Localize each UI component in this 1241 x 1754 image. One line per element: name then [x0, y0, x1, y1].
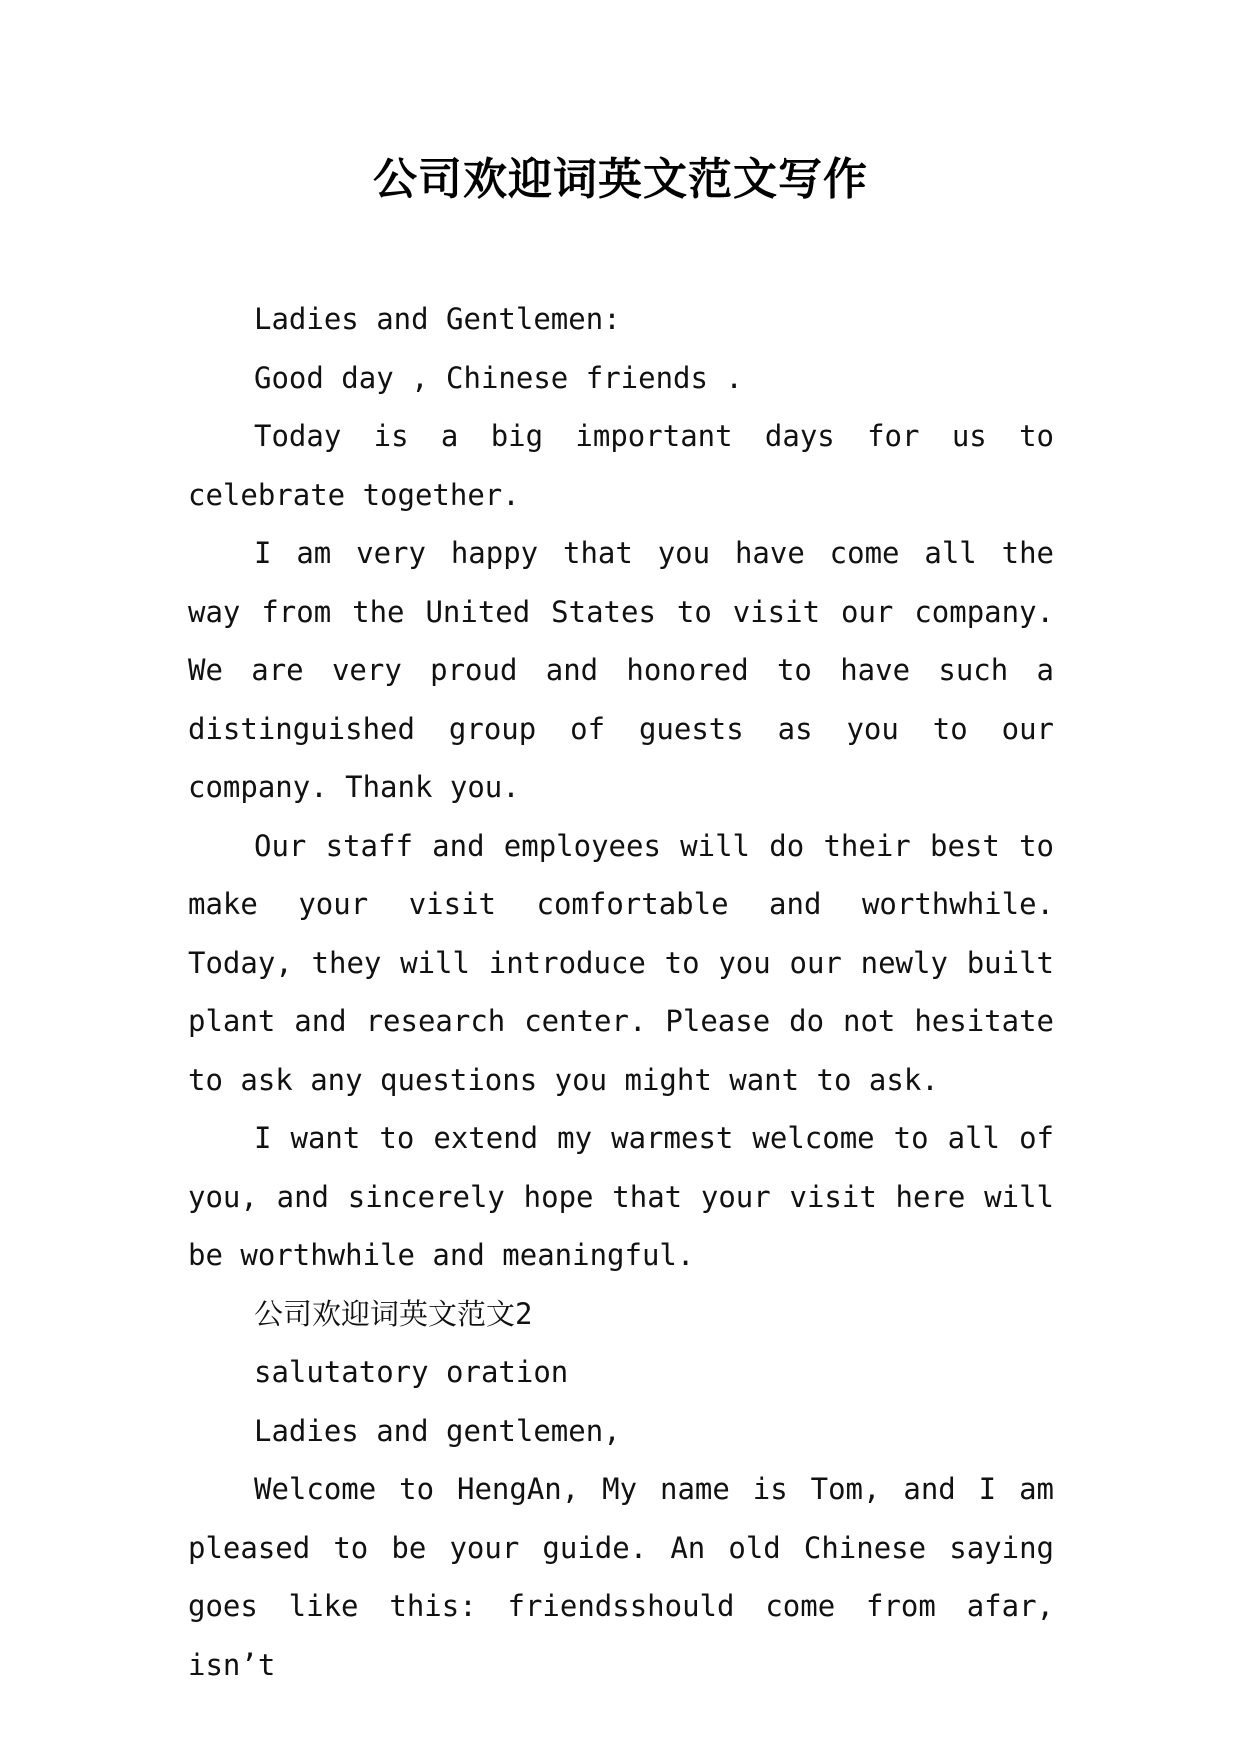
paragraph-warm-welcome: I want to extend my warmest welcome to all of you, and sincerely hope that your visit here will be worthwhile and meaningful.	[188, 1121, 1054, 1272]
paragraph-staff: Our staff and employees will do their best to make your visit comfortable and worthwhile. Today, they will introduce to you our newly built plant and research center. Please do not hesitate to ask any questions you might want to ask.	[188, 828, 1054, 1097]
document-body	[188, 290, 1054, 1694]
paragraph-salutation-2: Ladies and gentlemen,	[254, 1413, 621, 1448]
paragraph-salutatory-oration: salutatory oration	[254, 1355, 569, 1389]
paragraph-welcome-hengan: Welcome to HengAn, My name is Tom, and I am pleased to be your guide. An old Chinese saying goes like this: friendsshould come from afar, isn’t	[188, 1472, 1054, 1682]
document-title: 公司欢迎词英文范文写作	[373, 154, 868, 205]
paragraph-happy-visit: I am very happy that you have come all the way from the United States to visit our company. We are very proud and honored to have such a distinguished group of guests as you to our company. Thank you.	[188, 536, 1054, 804]
paragraph-greeting: Good day , Chinese friends .	[254, 360, 743, 395]
section-heading-2: 公司欢迎词英文范文2	[254, 1296, 533, 1331]
paragraph-salutation: Ladies and Gentlemen:	[254, 302, 621, 336]
paragraph-today: Today is a big important days for us to celebrate together.	[188, 419, 1054, 512]
